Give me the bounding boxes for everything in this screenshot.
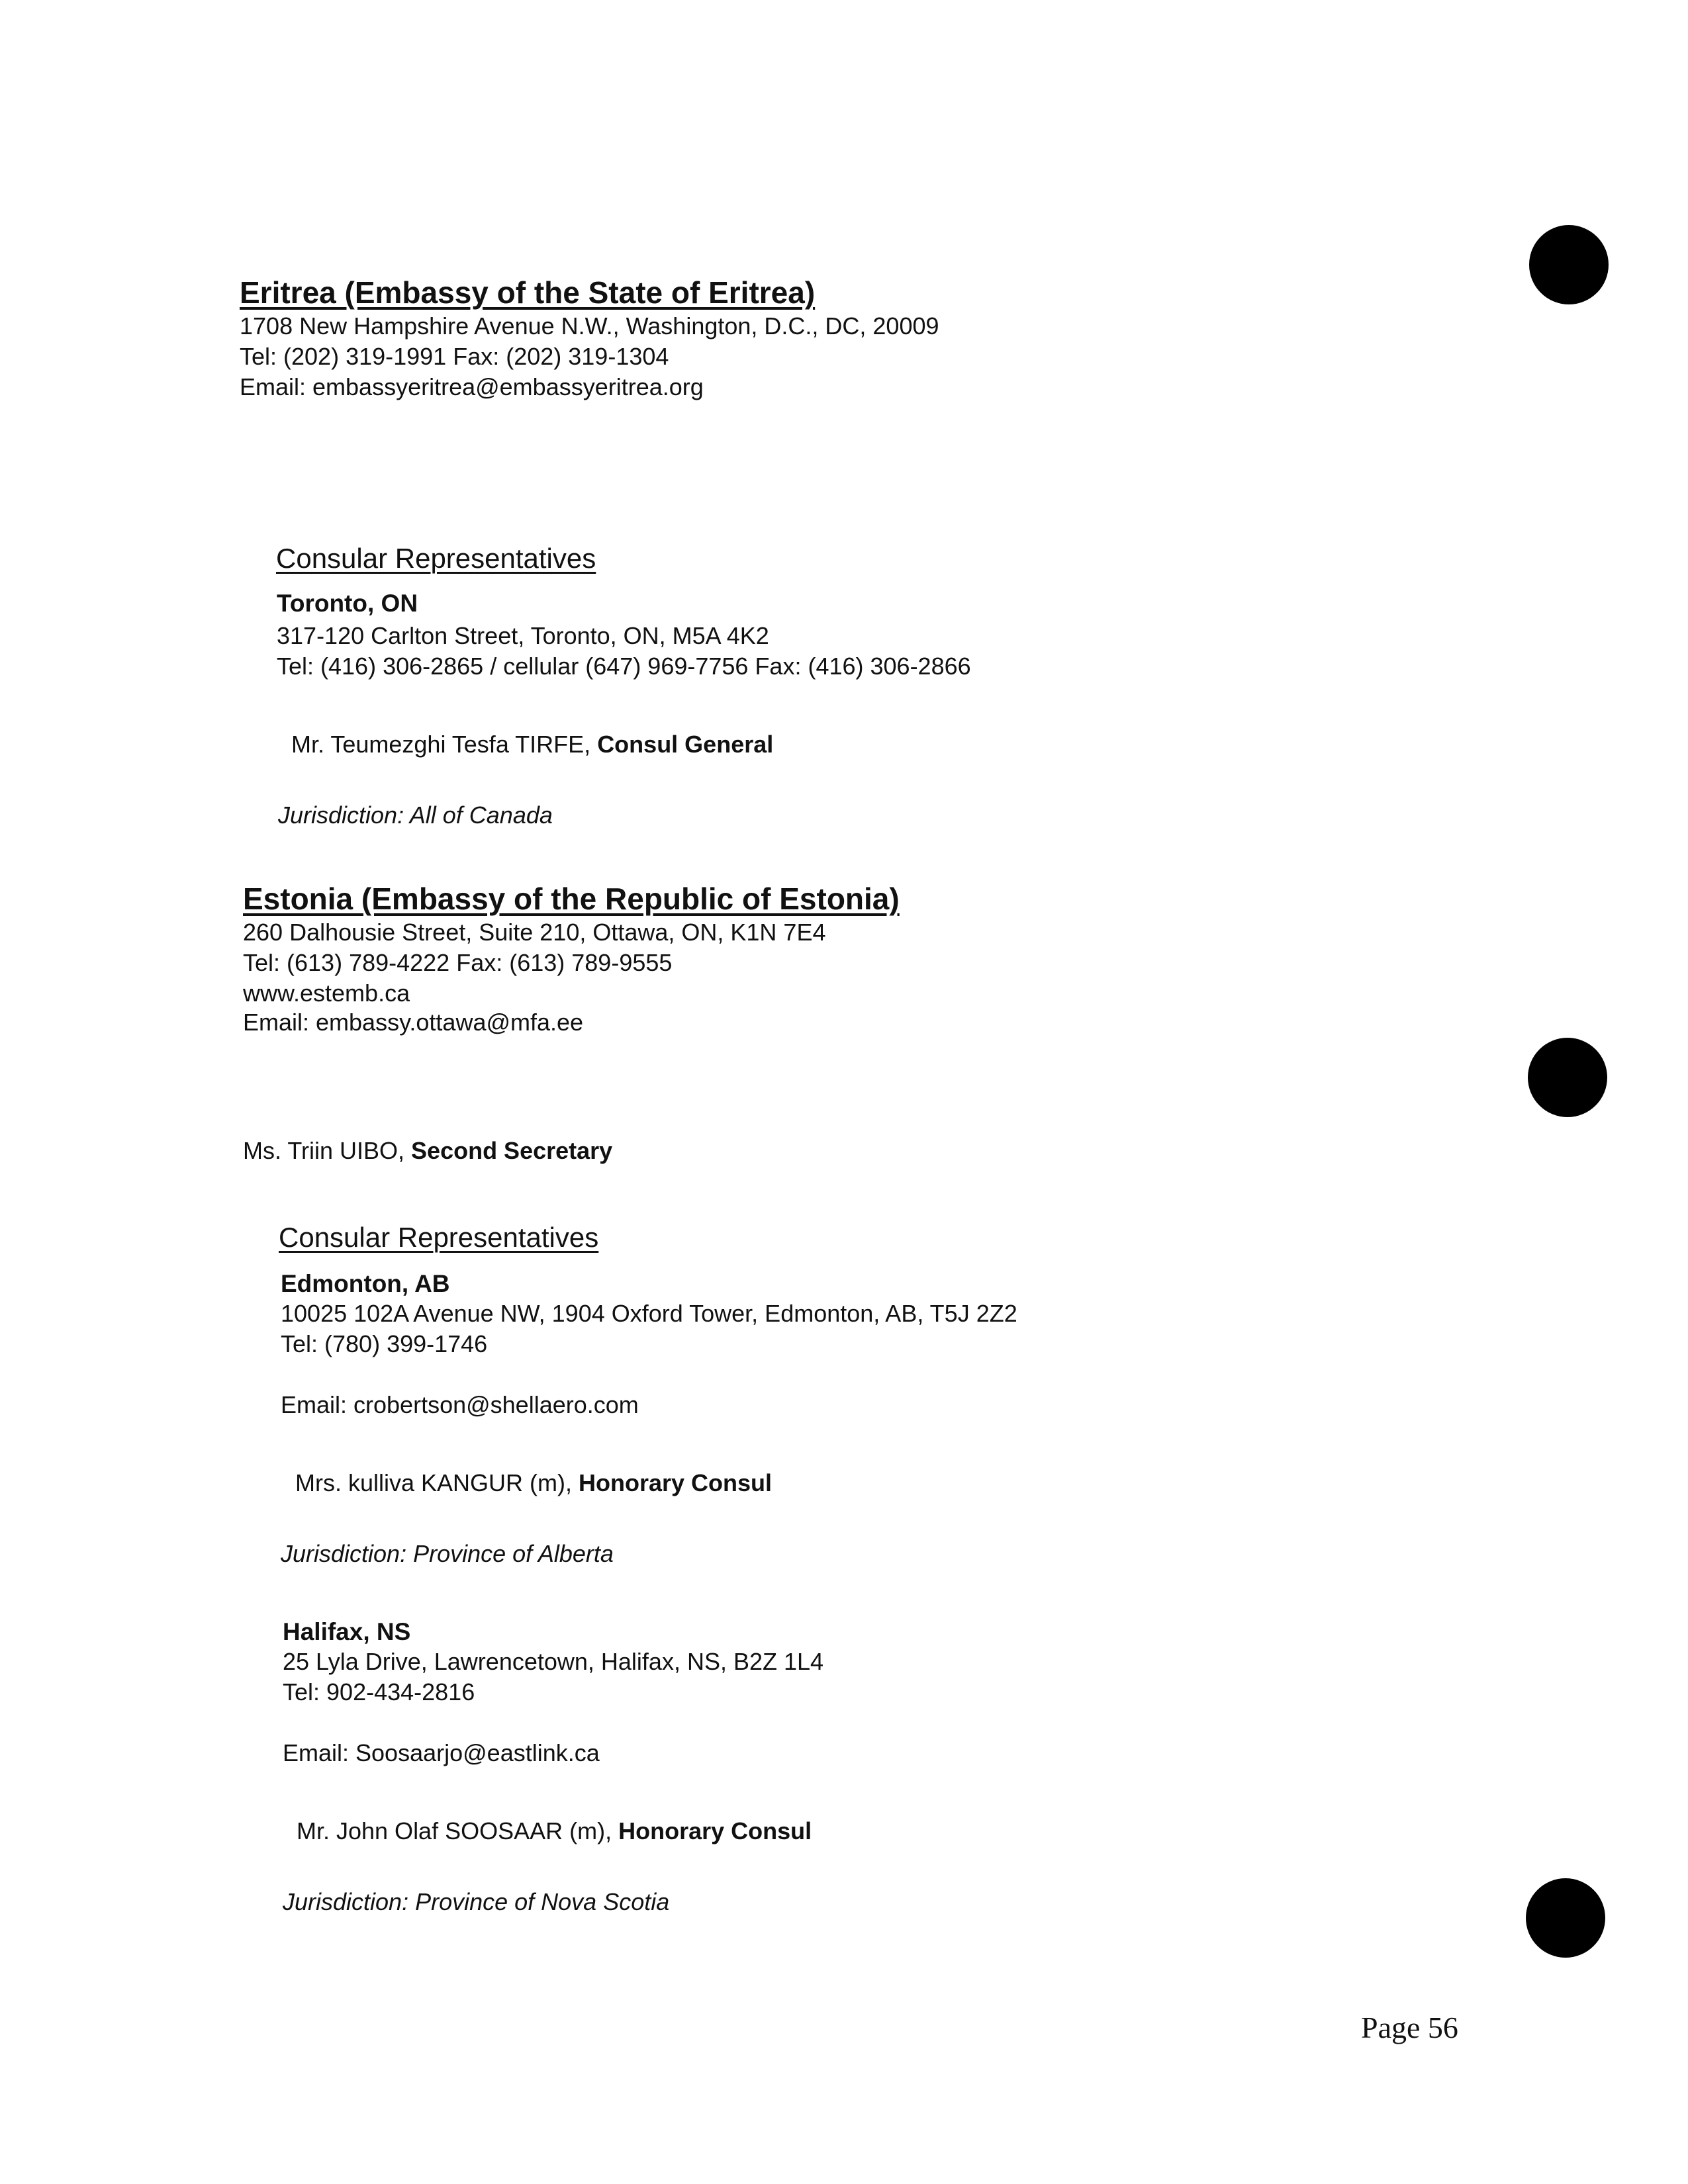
eritrea-jurisdiction: Jurisdiction: All of Canada: [278, 801, 553, 829]
estonia-heading: Estonia (Embassy of the Republic of Estonia): [243, 882, 900, 916]
page-number: Page 56: [1361, 2011, 1458, 2044]
eritrea-consul-name: Mr. Teumezghi Tesfa TIRFE,: [291, 731, 598, 758]
estonia-email: Email: embassy.ottawa@mfa.ee: [243, 1009, 584, 1036]
eritrea-phone: Tel: (202) 319-1991 Fax: (202) 319-1304: [240, 343, 669, 370]
estonia-edmonton-phone: Tel: (780) 399-1746: [281, 1330, 488, 1357]
punch-hole-top: [1529, 225, 1609, 304]
eritrea-consular-address: 317-120 Carlton Street, Toronto, ON, M5A 4K2: [277, 622, 769, 649]
estonia-edmonton-email: Email: crobertson@shellaero.com: [281, 1391, 639, 1418]
eritrea-heading: Eritrea (Embassy of the State of Eritrea): [240, 275, 816, 310]
estonia-edmonton-person: [295, 1468, 772, 1498]
eritrea-consular-city: Toronto, ON: [277, 590, 418, 617]
estonia-halifax-person-name: Mr. John Olaf SOOSAAR (m),: [297, 1817, 619, 1844]
estonia-edmonton-jurisdiction: Jurisdiction: Province of Alberta: [281, 1540, 614, 1567]
estonia-edmonton-person-title: Honorary Consul: [579, 1469, 773, 1496]
eritrea-consular-title: Consular Representatives: [276, 543, 596, 574]
estonia-address: 260 Dalhousie Street, Suite 210, Ottawa, ON, K1N 7E4: [243, 919, 826, 946]
estonia-website: www.estemb.ca: [243, 979, 410, 1007]
estonia-halifax-address: 25 Lyla Drive, Lawrencetown, Halifax, NS, B2Z 1L4: [283, 1648, 824, 1675]
eritrea-email: Email: embassyeritrea@embassyeritrea.org: [240, 373, 704, 400]
estonia-halifax-email: Email: Soosaarjo@eastlink.ca: [283, 1739, 600, 1766]
estonia-halifax-person: [297, 1816, 812, 1846]
estonia-halifax-city: Halifax, NS: [283, 1618, 411, 1645]
eritrea-consular-phone: Tel: (416) 306-2865 / cellular (647) 969-7756 Fax: (416) 306-2866: [277, 653, 971, 680]
estonia-staff-title: Second Secretary: [411, 1137, 613, 1164]
estonia-consular-title: Consular Representatives: [279, 1222, 599, 1253]
estonia-staff-name: Ms. Triin UIBO,: [243, 1137, 412, 1164]
estonia-staff: [243, 1136, 612, 1165]
punch-hole-middle: [1528, 1038, 1607, 1117]
estonia-edmonton-person-name: Mrs. kulliva KANGUR (m),: [295, 1469, 579, 1496]
eritrea-consul-person: [291, 729, 773, 759]
eritrea-address: 1708 New Hampshire Avenue N.W., Washington, D.C., DC, 20009: [240, 312, 939, 340]
estonia-halifax-phone: Tel: 902-434-2816: [283, 1678, 475, 1706]
estonia-halifax-person-title: Honorary Consul: [618, 1817, 812, 1844]
estonia-halifax-jurisdiction: Jurisdiction: Province of Nova Scotia: [283, 1888, 670, 1915]
eritrea-consul-title: Consul General: [597, 731, 774, 758]
estonia-edmonton-address: 10025 102A Avenue NW, 1904 Oxford Tower, Edmonton, AB, T5J 2Z2: [281, 1300, 1017, 1327]
estonia-phone: Tel: (613) 789-4222 Fax: (613) 789-9555: [243, 949, 673, 976]
estonia-edmonton-city: Edmonton, AB: [281, 1270, 450, 1297]
punch-hole-bottom: [1526, 1878, 1605, 1958]
